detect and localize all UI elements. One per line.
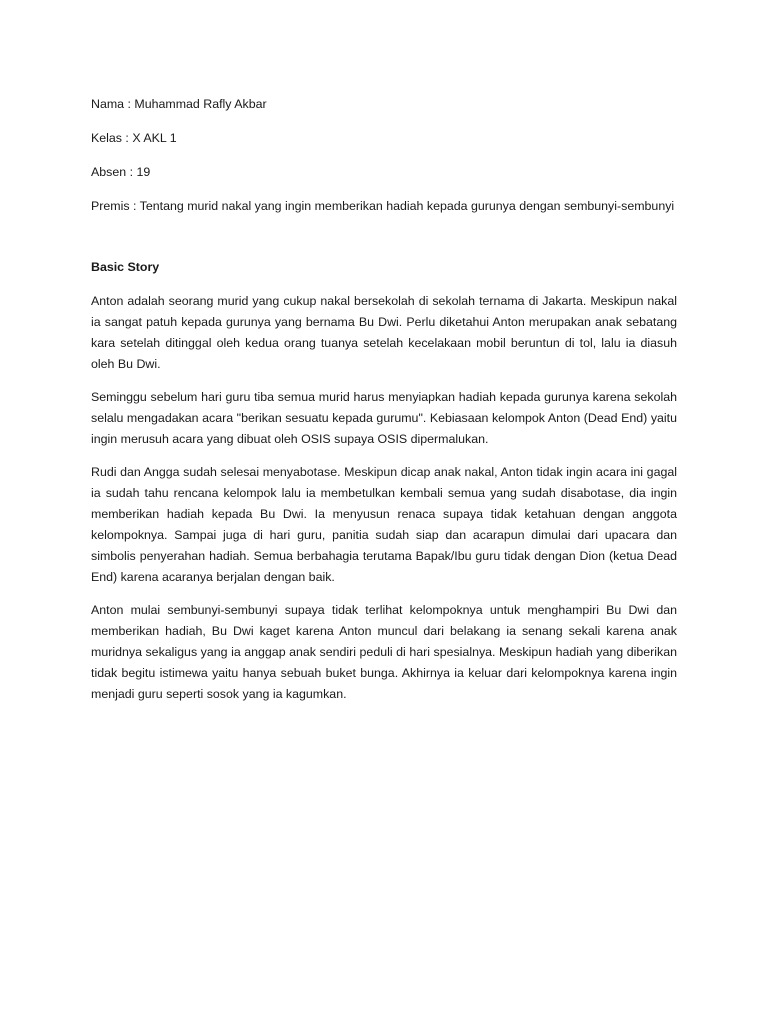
nama-line: Nama : Muhammad Rafly Akbar <box>91 97 267 111</box>
story-paragraph: Rudi dan Angga sudah selesai menyabotase. Meskipun dicap anak nakal, Anton tidak ingin acara ini gagal ia sudah tahu rencana kelompok lalu ia membetulkan kembali semua yang sudah disabotase, dia ingin memberikan hadiah kepada Bu Dwi. Ia menyusun renaca supaya tidak ketahuan dengan anggota kelompoknya. Sampai juga di hari guru, panitia sudah siap dan acarapun dimulai dari upacara dan simbolis penyerahan hadiah. Semua berbahagia terutama Bapak/Ibu guru tidak dengan Dion (ketua Dead End) karena acaranya berjalan dengan baik. <box>91 465 677 584</box>
kelas-line: Kelas : X AKL 1 <box>91 131 177 145</box>
absen-line: Absen : 19 <box>91 165 151 179</box>
story-paragraph: Anton adalah seorang murid yang cukup nakal bersekolah di sekolah ternama di Jakarta. Meskipun nakal ia sangat patuh kepada gurunya yang bernama Bu Dwi. Perlu diketahui Anton merupakan anak sebatang kara setelah ditinggal oleh kedua orang tuanya setelah kecelakaan mobil beruntun di tol, lalu ia diasuh oleh Bu Dwi. <box>91 294 677 371</box>
story-paragraph: Seminggu sebelum hari guru tiba semua murid harus menyiapkan hadiah kepada gurunya karena sekolah selalu mengadakan acara "berikan sesuatu kepada gurumu". Kebiasaan kelompok Anton (Dead End) yaitu ingin merusuh acara yang dibuat oleh OSIS supaya OSIS dipermalukan. <box>91 390 677 446</box>
document-body <box>91 94 677 717</box>
story-paragraph: Anton mulai sembunyi-sembunyi supaya tidak terlihat kelompoknya untuk menghampiri Bu Dwi dan memberikan hadiah, Bu Dwi kaget karena Anton muncul dari belakang ia senang sekali karena anak muridnya sekaligus yang ia anggap anak sendiri peduli di hari spesialnya. Meskipun hadiah yang diberikan tidak begitu istimewa yaitu hanya sebuah buket bunga. Akhirnya ia keluar dari kelompoknya karena ingin menjadi guru seperti sosok yang ia kagumkan. <box>91 603 677 701</box>
section-heading: Basic Story <box>91 260 160 274</box>
premis-line: Premis : Tentang murid nakal yang ingin memberikan hadiah kepada gurunya dengan sembunyi-sembunyi <box>91 199 675 213</box>
